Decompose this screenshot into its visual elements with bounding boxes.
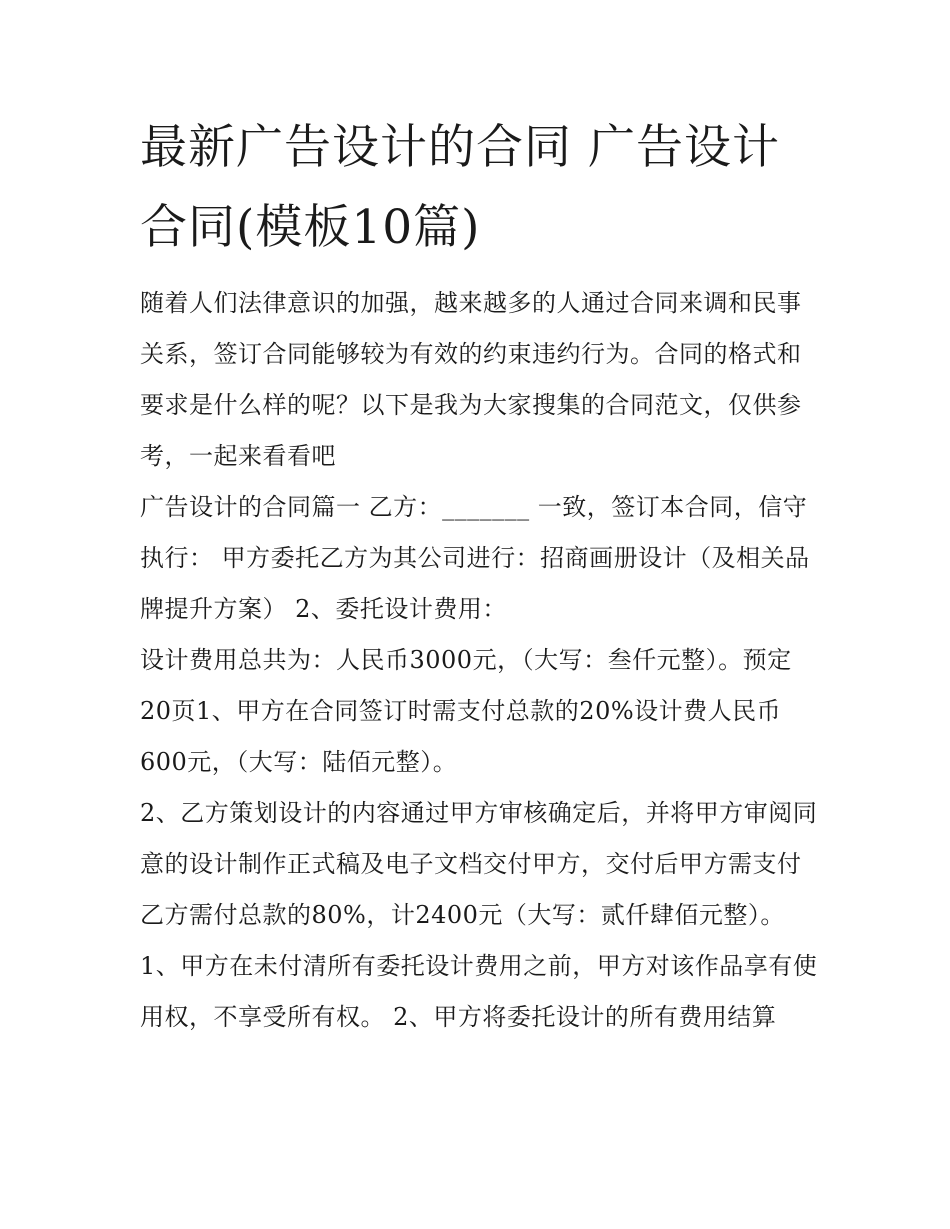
intro-paragraph: 随着人们法律意识的加强，越来越多的人通过合同来调和民事关系，签订合同能够较为有效的约束违约行为。合同的格式和要求是什么样的呢？以下是我为大家搜集的合同范文，仅供参考，一起来看看吧: [140, 289, 802, 470]
ownership-paragraph: 1、甲方在未付清所有委托设计费用之前，甲方对该作品享有使用权，不享受所有权。 2、甲方将委托设计的所有费用结算: [140, 952, 818, 1031]
contract-section-paragraph: 广告设计的合同篇一 乙方：_______ 一致，签订本合同，信守执行： 甲方委托乙方为其公司进行：招商画册设计（及相关品牌提升方案） 2、委托设计费用：: [140, 493, 810, 623]
payment-paragraph: 2、乙方策划设计的内容通过甲方审核确定后，并将甲方审阅同意的设计制作正式稿及电子文档交付甲方，交付后甲方需支付乙方需付总款的80%，计2400元（大写：贰仟肆佰元整）。: [140, 799, 818, 929]
document-page: [140, 108, 820, 1043]
document-title: 最新广告设计的合同 广告设计合同(模板10篇): [140, 120, 780, 255]
fee-paragraph: 设计费用总共为：人民币3000元，（大写：叁仟元整）。预定20页1、甲方在合同签订时需支付总款的20%设计费人民币600元，（大写：陆佰元整）。: [140, 646, 792, 776]
